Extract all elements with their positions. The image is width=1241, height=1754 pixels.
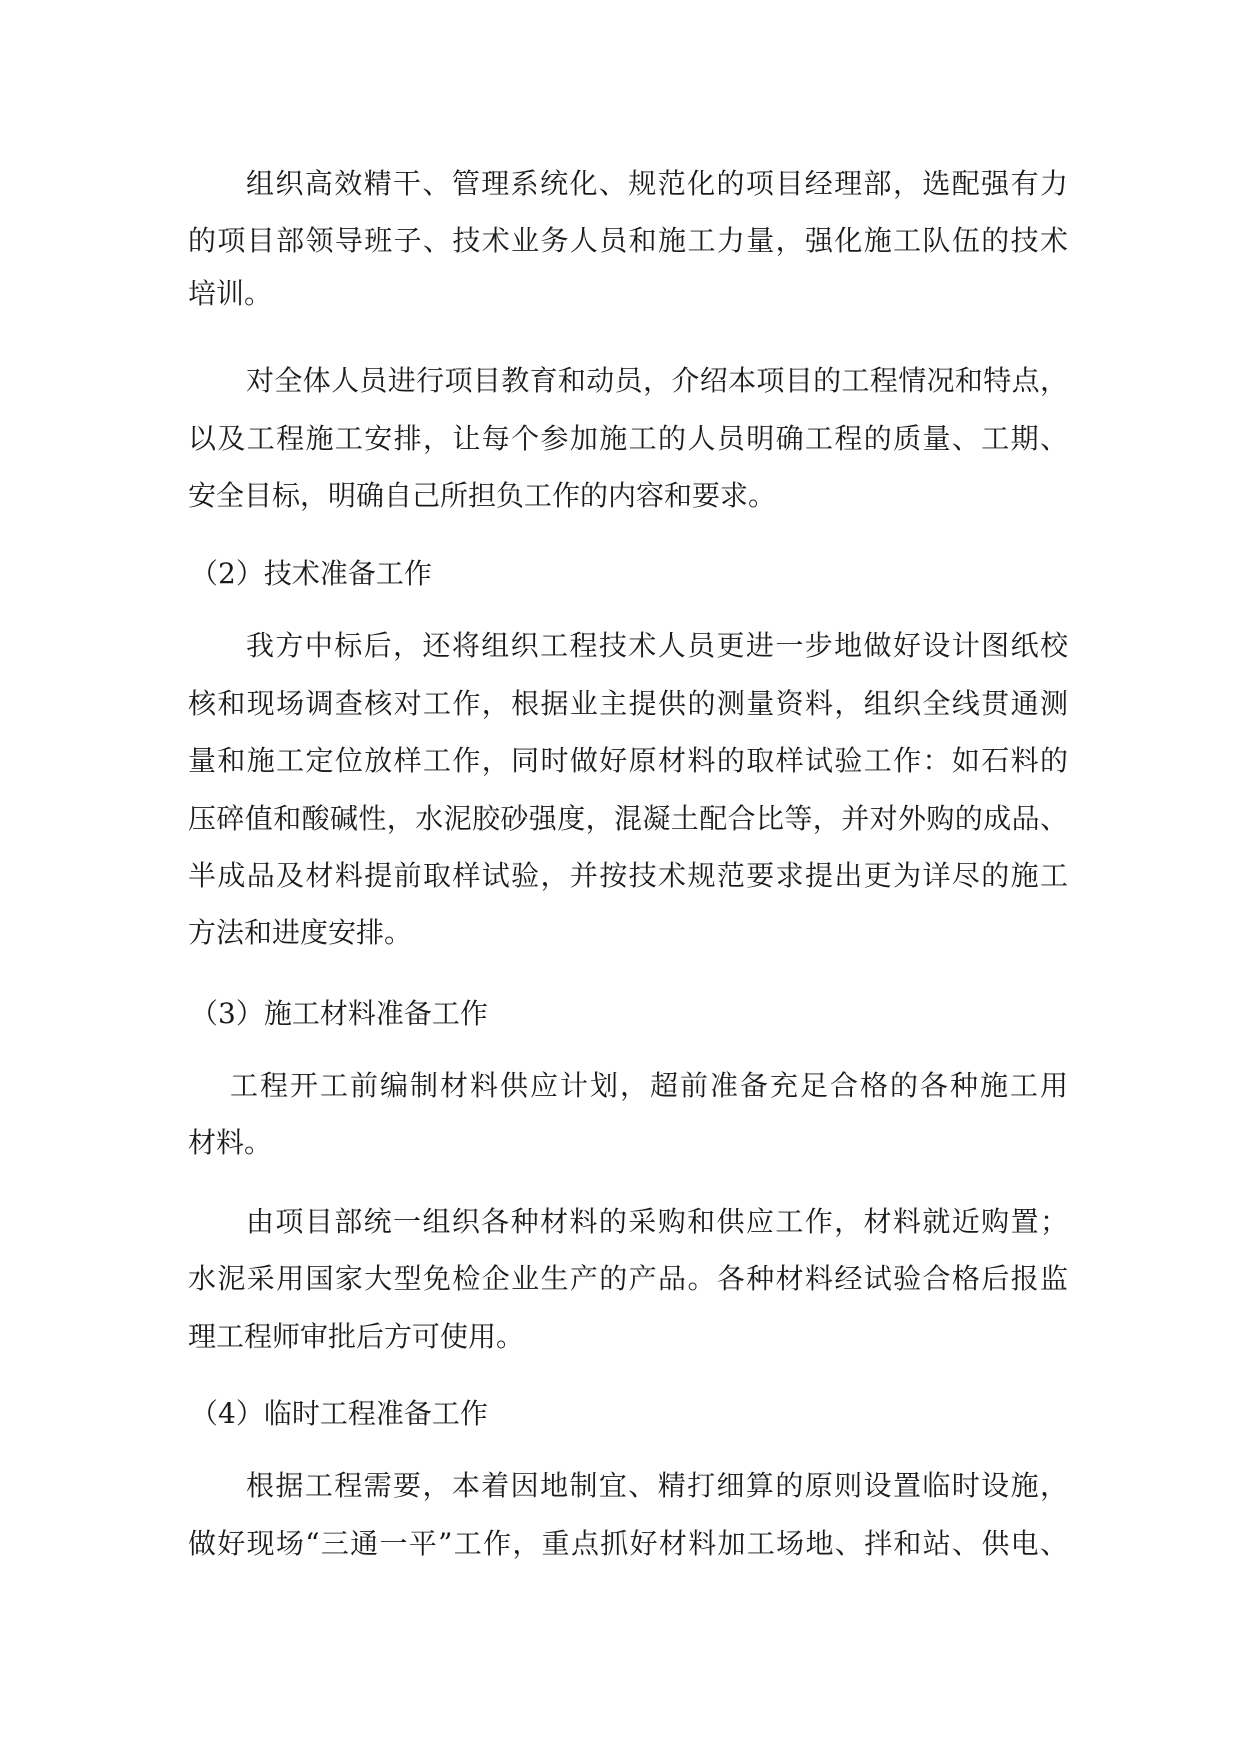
paragraph-line: 压碎值和酸碱性，水泥胶砂强度，混凝土配合比等，并对外购的成品、 [188,802,1068,835]
paragraph-line: 安全目标，明确自己所担负工作的内容和要求。 [188,479,777,512]
paragraph-line: 半成品及材料提前取样试验，并按技术规范要求提出更为详尽的施工 [188,859,1068,892]
paragraph-line: 培训。 [188,277,273,310]
paragraph-line: 工程开工前编制材料供应计划，超前准备充足合格的各种施工用 [230,1069,1068,1102]
section-heading: （3）施工材料准备工作 [190,997,488,1030]
paragraph-line: 对全体人员进行项目教育和动员，介绍本项目的工程情况和特点， [246,364,1068,397]
paragraph-line: 组织高效精干、管理系统化、规范化的项目经理部，选配强有力 [246,167,1068,200]
section-heading: （4）临时工程准备工作 [190,1397,488,1430]
section-heading: （2）技术准备工作 [190,557,432,590]
paragraph-line: 量和施工定位放样工作，同时做好原材料的取样试验工作：如石料的 [188,744,1068,777]
paragraph-line: 我方中标后，还将组织工程技术人员更进一步地做好设计图纸校 [246,629,1068,662]
paragraph-line: 水泥采用国家大型免检企业生产的产品。各种材料经试验合格后报监 [188,1262,1068,1295]
paragraph-line: 由项目部统一组织各种材料的采购和供应工作，材料就近购置； [246,1205,1068,1238]
paragraph-line: 理工程师审批后方可使用。 [188,1320,525,1353]
paragraph-line: 做好现场“三通一平”工作，重点抓好材料加工场地、拌和站、供电、 [188,1527,1068,1560]
paragraph-line: 根据工程需要，本着因地制宜、精打细算的原则设置临时设施， [246,1469,1068,1502]
paragraph-line: 材料。 [188,1126,273,1159]
paragraph-line: 的项目部领导班子、技术业务人员和施工力量，强化施工队伍的技术 [188,224,1068,257]
paragraph-line: 方法和进度安排。 [188,916,413,949]
paragraph-line: 以及工程施工安排，让每个参加施工的人员明确工程的质量、工期、 [188,422,1068,455]
paragraph-line: 核和现场调查核对工作，根据业主提供的测量资料，组织全线贯通测 [188,687,1068,720]
